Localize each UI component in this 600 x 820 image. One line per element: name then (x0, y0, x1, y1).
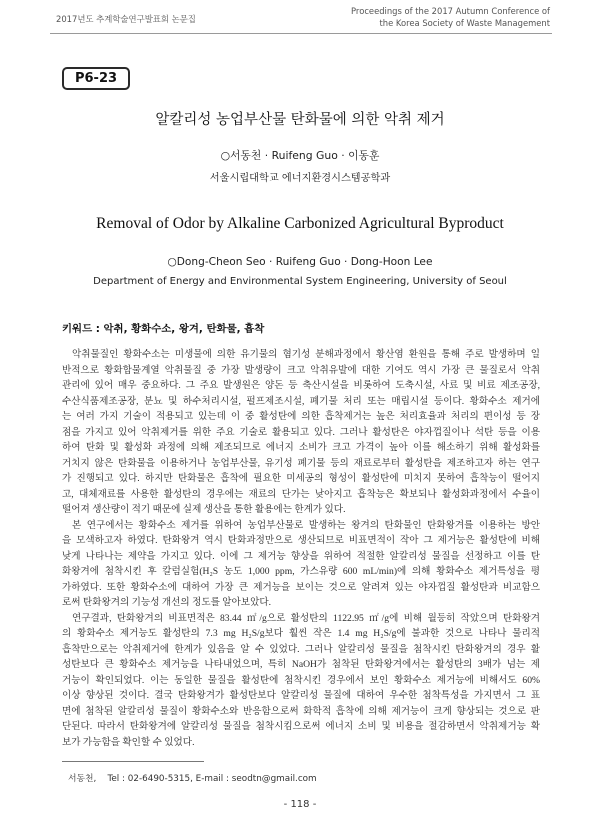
body-line: 반적으로 황화합물계열 악취물질 중 가장 발생량이 크고 악취유발에 대한 기여도 역시 가장 큰 물질로서 악취 (62, 364, 540, 376)
authors-english: ○Dong-Cheon Seo · Ruifeng Guo · Dong-Hoon Lee (167, 256, 433, 268)
paragraph (62, 518, 540, 611)
authors-korean: ○서동천 · Ruifeng Guo · 이동훈 (220, 149, 380, 162)
body-line: 떨어져 생산량이 적기 때문에 실제 생산을 통한 활용에는 한계가 있다. (62, 504, 346, 515)
affiliation-english: Department of Energy and Environmental System Engineering, University of Seoul (93, 276, 507, 287)
body-line: 악취물질인 황화수소는 미생물에 의한 유기물의 혐기성 분해과정에서 황산염 환원을 통해 주로 발생하며 일 (72, 349, 540, 360)
header-divider (50, 33, 552, 34)
body-line: 가하였다. 또한 황화수소에 대하여 가장 큰 제거능을 보이는 것으로 알려져 있는 야자껍질 활성탄과 비교함으 (62, 581, 540, 593)
body-line: 낮게 나타나는 제약을 가지고 있다. 이에 그 제거능 향상을 위하여 적절한 알칼리성 물질을 선정하고 이를 탄 (62, 550, 540, 562)
affiliation-korean: 서울시립대학교 에너지환경시스템공학과 (209, 173, 391, 184)
body-line: 성탄보다 큰 황화수소 제거능을 나타내었으며, 특히 NaOH가 첨착된 탄화왕겨에서는 활성탄의 3배가 넘는 제 (62, 659, 540, 670)
page-number: - 118 - (283, 799, 317, 810)
running-header-right-line: Proceedings of the 2017 Autumn Conference of (351, 6, 550, 16)
body-line: 단된다. 따라서 탄화왕겨에 알칼리성 물질을 첨착시킴으로써 에너지 소비 및 비용을 절감하면서 악취제거능 확 (62, 721, 540, 732)
body-line: 수산식품제조공장, 분뇨 및 하수처리시설, 펄프제조시설, 폐기물 처리 또는 매립시설 등이다. 황화수소 제거에 (62, 395, 540, 407)
body-line: 점을 가지고 있어 악취제거를 위한 주요 기술로 활용되고 있다. 그러나 활성탄은 야자껍질이나 석탄 등을 이용 (62, 426, 540, 438)
keywords: 키워드 : 악취, 황화수소, 왕겨, 탄화물, 흡착 (62, 323, 265, 335)
body-line: 는 여러 가지 기술이 적용되고 있는데 이 중 활성탄에 의한 흡착제거는 높은 처리효율과 처리의 편이성 등 장 (62, 411, 540, 422)
body-line: 가 진행되고 있다. 하지만 탄화물은 흡착에 필요한 미세공의 형성이 활성탄에 미치지 못하여 흡착능이 떨어지 (62, 473, 540, 484)
body-line: 관리에 있어 매우 중요하다. 그 주요 발생원은 양돈 등 축산시설을 비롯하여 도축시설, 사료 및 비료 제조공장, (62, 380, 540, 391)
body-line: 흡착만으로는 악취제거에 한계가 있음을 알 수 있었다. 그러나 알칼리성 물질을 첨착시킨 탄화왕겨의 경우 활 (62, 643, 540, 655)
body-line: 이상 향상된 것이다. 결국 탄화왕겨가 활성탄보다 알칼리성 물질에 대하여 우수한 첨착특성을 가지면서 그 표 (62, 690, 540, 701)
title-english: Removal of Odor by Alkaline Carbonized Agricultural Byproduct (96, 215, 504, 232)
body-line: 본 연구에서는 황화수소 제거를 위하여 농업부산물로 발생하는 왕겨의 탄화물인 탄화왕겨를 이용하는 방안 (72, 519, 540, 531)
body-text (62, 347, 540, 750)
paper-id-badge: P6-23 (62, 67, 130, 90)
body-line: 로써 탄화왕겨의 기능성 개선의 정도를 알아보았다. (62, 597, 272, 608)
body-line: 화왕겨에 첨착시킨 후 칼럼실험(H₂S 농도 1,000 ppm, 가스유량 600 mL/min)에 의해 황화수소 제거특성을 평 (62, 566, 540, 577)
running-header-left: 2017년도 추계학술연구발표회 논문집 (56, 14, 196, 24)
body-line: 보가 가능함을 확인할 수 있었다. (62, 736, 195, 748)
paragraph (62, 347, 540, 518)
body-line: 거능이 확인되었다. 이는 동일한 물질을 활성탄에 첨착시킨 경우에서 보인 황화수소 제거능에 비해서도 60% (62, 674, 540, 686)
body-line: 하여 탄화 및 활성화 과정에 의해 제조되므로 에너지 소비가 크고 가격이 높아 이를 해소하기 위해 활성화를 (62, 442, 540, 453)
body-line: 연구결과, 탄화왕겨의 비표면적은 83.44 ㎡/g으로 활성탄의 1122.95 ㎡/g에 비해 월등히 작았으며 탄화왕겨 (72, 612, 540, 624)
footnote-divider (62, 761, 204, 762)
body-line: 면에 첨착된 알칼리성 물질이 황화수소와 반응함으로써 화학적 흡착에 의해 제거능이 크게 향상되는 것으로 판 (62, 705, 540, 717)
body-line: 고, 대체재료를 사용한 활성탄의 경우에는 재료의 단가는 낮아지고 흡착능은 확보되나 활성화과정에서 수율이 (62, 488, 540, 500)
corresponding-author-footnote: 서동천, Tel : 02-6490-5315, E-mail : seodtn@gmail.com (68, 774, 317, 784)
paragraph (62, 611, 540, 751)
running-header-right (351, 6, 550, 29)
running-header-right-line: the Korea Society of Waste Management (379, 17, 550, 28)
title-korean: 알칼리성 농업부산물 탄화물에 의한 악취 제거 (155, 112, 445, 128)
body-line: 을 모색하고자 하였다. 탄화왕겨 역시 탄화과정만으로 생산되므로 비표면적이 작아 그 제거능은 활성탄에 비해 (62, 535, 540, 546)
body-line: 거치지 않은 탄화물을 이용하거나 농업부산물, 유기성 폐기물 등의 재료로부터 활성탄을 제조하고자 하는 연구 (62, 457, 540, 469)
body-line: 의 황화수소 제거능도 활성탄의 7.3 mg H₂S/g보다 훨씬 작은 1.4 mg H₂S/g에 불과한 것으로 나타나 물리적 (62, 628, 540, 639)
